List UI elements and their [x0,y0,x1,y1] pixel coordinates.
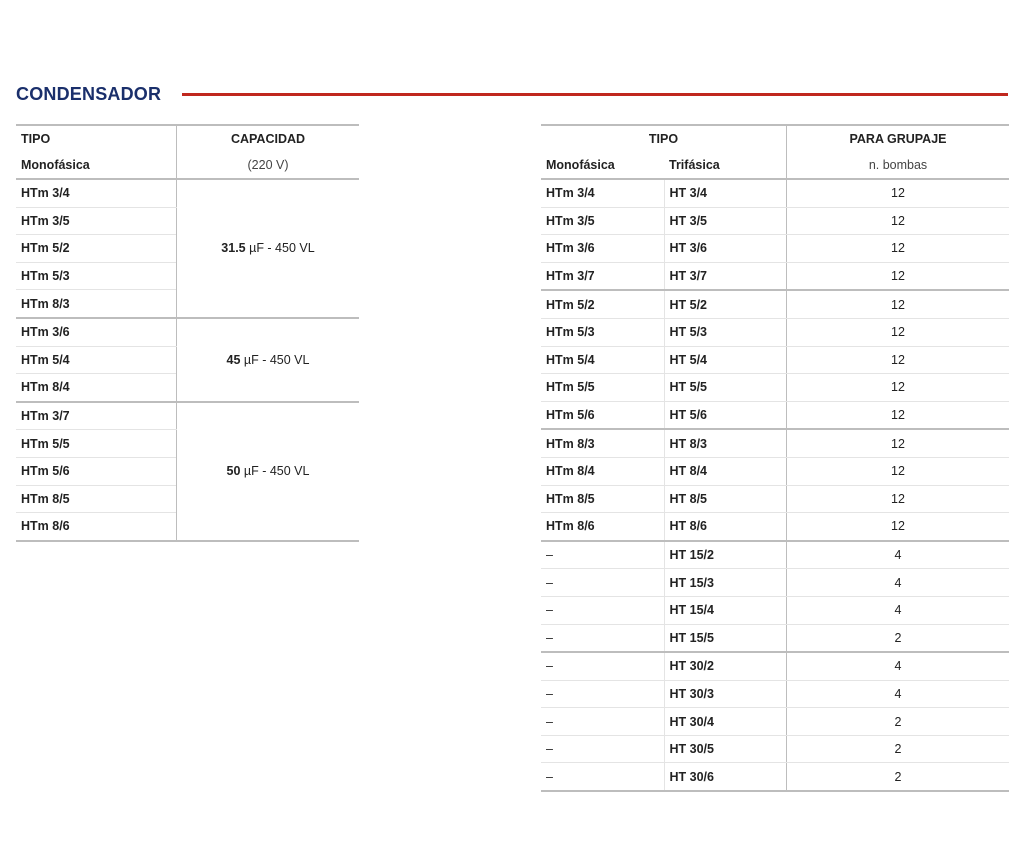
table-row [16,179,359,207]
type-monofasica: HTm 8/3 [541,429,664,457]
type-monofasica: HTm 5/3 [541,318,664,346]
type-monofasica: HTm 8/5 [541,485,664,513]
type-monofasica: – [541,735,664,763]
capacity-number: 31.5 [221,241,246,256]
pump-count: 12 [787,374,1010,402]
type-trifasica: HT 5/3 [664,318,787,346]
capacity-unit: µF - 450 VL [240,464,310,479]
type-monofasica: HTm 8/4 [16,374,177,402]
type-trifasica: HT 30/3 [664,680,787,708]
table-row [541,513,1009,541]
table-row [541,374,1009,402]
type-monofasica: HTm 3/5 [16,207,177,235]
type-trifasica: HT 8/6 [664,513,787,541]
header-voltage: (220 V) [177,152,360,179]
header-monofasica: Monofásica [16,152,177,179]
type-monofasica: HTm 8/4 [541,457,664,485]
header-capacidad: CAPACIDAD [177,125,360,152]
pump-count: 12 [787,207,1010,235]
header-n-bombas: n. bombas [787,152,1010,179]
pump-count: 2 [787,708,1010,736]
type-trifasica: HT 3/6 [664,235,787,263]
header-tipo: TIPO [16,125,177,152]
type-monofasica: – [541,680,664,708]
type-monofasica: HTm 3/4 [16,179,177,207]
pump-count: 12 [787,290,1010,318]
table-row [541,179,1009,207]
header-trifasica: Trifásica [664,152,787,179]
pump-count: 4 [787,652,1010,680]
table-row [541,262,1009,290]
type-trifasica: HT 3/4 [664,179,787,207]
type-monofasica: HTm 8/6 [541,513,664,541]
type-monofasica: – [541,708,664,736]
pump-count: 12 [787,262,1010,290]
type-monofasica: – [541,652,664,680]
table-row [541,569,1009,597]
type-trifasica: HT 30/4 [664,708,787,736]
type-monofasica: – [541,569,664,597]
table-row [541,485,1009,513]
type-trifasica: HT 5/4 [664,346,787,374]
pump-count: 12 [787,179,1010,207]
type-trifasica: HT 5/5 [664,374,787,402]
table-row [541,680,1009,708]
capacity-value [177,318,360,402]
pump-count: 4 [787,569,1010,597]
type-trifasica: HT 30/6 [664,763,787,791]
capacity-number: 50 [226,464,241,479]
capacity-value [177,179,360,318]
table-row [541,624,1009,652]
table-row [541,735,1009,763]
type-trifasica: HT 30/5 [664,735,787,763]
type-monofasica: HTm 3/5 [541,207,664,235]
type-monofasica: – [541,596,664,624]
type-trifasica: HT 15/2 [664,541,787,569]
pump-count: 12 [787,401,1010,429]
type-monofasica: HTm 5/2 [541,290,664,318]
capacity-unit: µF - 450 VL [245,241,315,256]
type-monofasica: HTm 3/7 [16,402,177,430]
type-trifasica: HT 8/5 [664,485,787,513]
type-monofasica: HTm 5/3 [16,262,177,290]
type-monofasica: HTm 5/5 [541,374,664,402]
section-title: CONDENSADOR [16,84,162,104]
type-trifasica: HT 30/2 [664,652,787,680]
type-trifasica: HT 3/5 [664,207,787,235]
type-monofasica: – [541,624,664,652]
table-row [541,457,1009,485]
type-monofasica: HTm 5/6 [541,401,664,429]
table-row [541,708,1009,736]
type-monofasica: HTm 3/6 [16,318,177,346]
capacity-unit: µF - 450 VL [240,352,310,367]
pump-count: 2 [787,735,1010,763]
pump-count: 12 [787,457,1010,485]
pump-count: 4 [787,680,1010,708]
header-monofasica: Monofásica [541,152,664,179]
table-row [16,318,359,346]
pump-count: 12 [787,485,1010,513]
type-monofasica: HTm 5/6 [16,457,177,485]
header-tipo: TIPO [541,125,787,152]
table-row [541,290,1009,318]
pump-count: 12 [787,318,1010,346]
title-divider [182,93,1008,96]
type-monofasica: HTm 5/2 [16,235,177,263]
table-row [541,318,1009,346]
type-trifasica: HT 8/3 [664,429,787,457]
type-monofasica: – [541,763,664,791]
table-row [541,596,1009,624]
type-monofasica: HTm 8/3 [16,290,177,318]
table-row [541,235,1009,263]
pump-count: 12 [787,235,1010,263]
pump-count: 2 [787,763,1010,791]
pump-count: 4 [787,541,1010,569]
type-monofasica: HTm 5/4 [541,346,664,374]
pump-count: 4 [787,596,1010,624]
type-monofasica: HTm 8/6 [16,513,177,541]
capacitor-table [16,124,359,542]
table-row [541,763,1009,791]
table-row [541,541,1009,569]
table-row [541,207,1009,235]
type-monofasica: HTm 5/5 [16,430,177,458]
type-monofasica: HTm 8/5 [16,485,177,513]
type-trifasica: HT 15/5 [664,624,787,652]
table-row [541,401,1009,429]
type-monofasica: HTm 3/6 [541,235,664,263]
pump-count: 12 [787,429,1010,457]
type-monofasica: – [541,541,664,569]
type-trifasica: HT 5/6 [664,401,787,429]
pump-count: 2 [787,624,1010,652]
pump-count: 12 [787,513,1010,541]
pump-count: 12 [787,346,1010,374]
type-trifasica: HT 15/3 [664,569,787,597]
capacity-value [177,402,360,541]
table-row [541,652,1009,680]
type-monofasica: HTm 5/4 [16,346,177,374]
header-para-grupaje: PARA GRUPAJE [787,125,1010,152]
table-row [541,429,1009,457]
grouping-table [541,124,1009,792]
type-monofasica: HTm 3/4 [541,179,664,207]
type-trifasica: HT 15/4 [664,596,787,624]
capacity-number: 45 [226,352,241,367]
table-row [16,402,359,430]
type-trifasica: HT 3/7 [664,262,787,290]
type-monofasica: HTm 3/7 [541,262,664,290]
type-trifasica: HT 5/2 [664,290,787,318]
table-row [541,346,1009,374]
type-trifasica: HT 8/4 [664,457,787,485]
